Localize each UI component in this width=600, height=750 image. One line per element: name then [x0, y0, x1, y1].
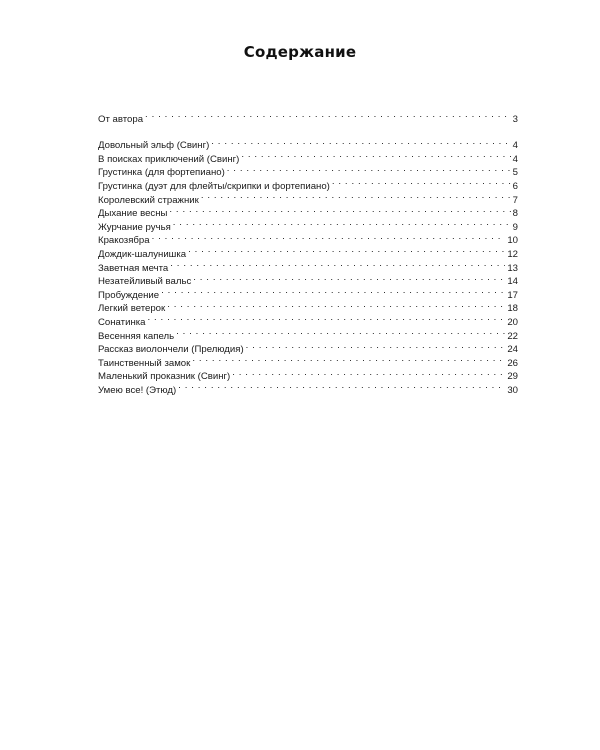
dot-leader	[145, 108, 511, 122]
dot-leader	[246, 339, 506, 353]
toc-entry-page-number: 17	[507, 289, 518, 301]
toc-entry-page-number: 10	[507, 235, 518, 247]
toc-entry-page-number: 24	[507, 344, 518, 356]
dot-leader	[147, 311, 505, 325]
toc-entry-title: Сонатинка	[98, 316, 146, 328]
toc-entry-title: Легкий ветерок	[98, 303, 166, 315]
toc-entry-title: Весенняя капель	[98, 330, 175, 342]
page-title: Содержание	[243, 43, 357, 61]
toc-entry-page-number: 14	[507, 276, 518, 288]
toc-entry-page-number: 22	[507, 330, 518, 342]
toc-entry-title: В поисках приключений (Свинг)	[98, 153, 240, 165]
dot-leader	[241, 148, 510, 162]
dot-leader	[232, 366, 505, 380]
toc-entry-page-number: 4	[512, 140, 518, 152]
toc-entry-title: Грустинка (для фортепиано)	[98, 167, 225, 179]
dot-leader	[170, 257, 505, 271]
toc-entry-title: Заветная мечта	[98, 262, 169, 274]
toc-entry-title: Незатейливый вальс	[98, 276, 192, 288]
dot-leader	[188, 243, 505, 257]
toc-entry-page-number: 13	[507, 262, 518, 274]
toc-entry	[98, 108, 518, 125]
toc-entry-page-number: 29	[507, 371, 518, 383]
toc-entry	[98, 243, 518, 260]
toc-entry-page-number: 5	[512, 167, 518, 179]
toc-entry-page-number: 9	[512, 221, 518, 233]
toc-entry-title: Журчание ручья	[98, 221, 171, 233]
table-of-contents	[98, 108, 518, 396]
dot-leader	[161, 284, 505, 298]
toc-entry-title: Королевский стражник	[98, 194, 199, 206]
toc-entry-title: Кракозябра	[98, 235, 150, 247]
toc-entry-page-number: 18	[507, 303, 518, 315]
dot-leader	[192, 352, 505, 366]
toc-entry-page-number: 20	[507, 316, 518, 328]
dot-leader	[178, 379, 505, 393]
toc-entry-title: Маленький проказник (Свинг)	[98, 371, 231, 383]
toc-entry-page-number: 6	[512, 180, 518, 192]
toc-entry-title: Дождик-шалунишка	[98, 248, 187, 260]
toc-entry-title: Рассказ виолончели (Прелюдия)	[98, 344, 244, 356]
dot-leader	[227, 162, 511, 176]
toc-entry-page-number: 3	[512, 113, 518, 125]
toc-entry-page-number: 26	[507, 357, 518, 369]
toc-entry	[98, 325, 518, 342]
toc-entry	[98, 311, 518, 328]
toc-entry	[98, 284, 518, 301]
toc-entry-page-number: 7	[512, 194, 518, 206]
toc-entry-title: Грустинка (дуэт для флейты/скрипки и фортепиано)	[98, 180, 330, 192]
toc-entry-page-number: 12	[507, 248, 518, 260]
toc-entry-title: Дыхание весны	[98, 208, 168, 220]
dot-leader	[173, 216, 511, 230]
dot-leader	[152, 230, 506, 244]
toc-entry-page-number: 30	[507, 384, 518, 396]
dot-leader	[201, 189, 511, 203]
dot-leader	[332, 175, 511, 189]
dot-leader	[193, 271, 505, 285]
toc-entry	[98, 135, 518, 152]
toc-entry-page-number: 8	[512, 208, 518, 220]
toc-entry-title: От автора	[98, 113, 144, 125]
dot-leader	[167, 298, 505, 312]
toc-entry-title: Таинственный замок	[98, 357, 191, 369]
dot-leader	[169, 203, 510, 217]
toc-entry-title: Пробуждение	[98, 289, 160, 301]
toc-entry	[98, 230, 518, 247]
dot-leader	[176, 325, 505, 339]
dot-leader	[211, 135, 510, 149]
toc-entry-title: Умею все! (Этюд)	[98, 384, 177, 396]
toc-entry-page-number: 4	[512, 153, 518, 165]
toc-entry-title: Довольный эльф (Свинг)	[98, 140, 210, 152]
